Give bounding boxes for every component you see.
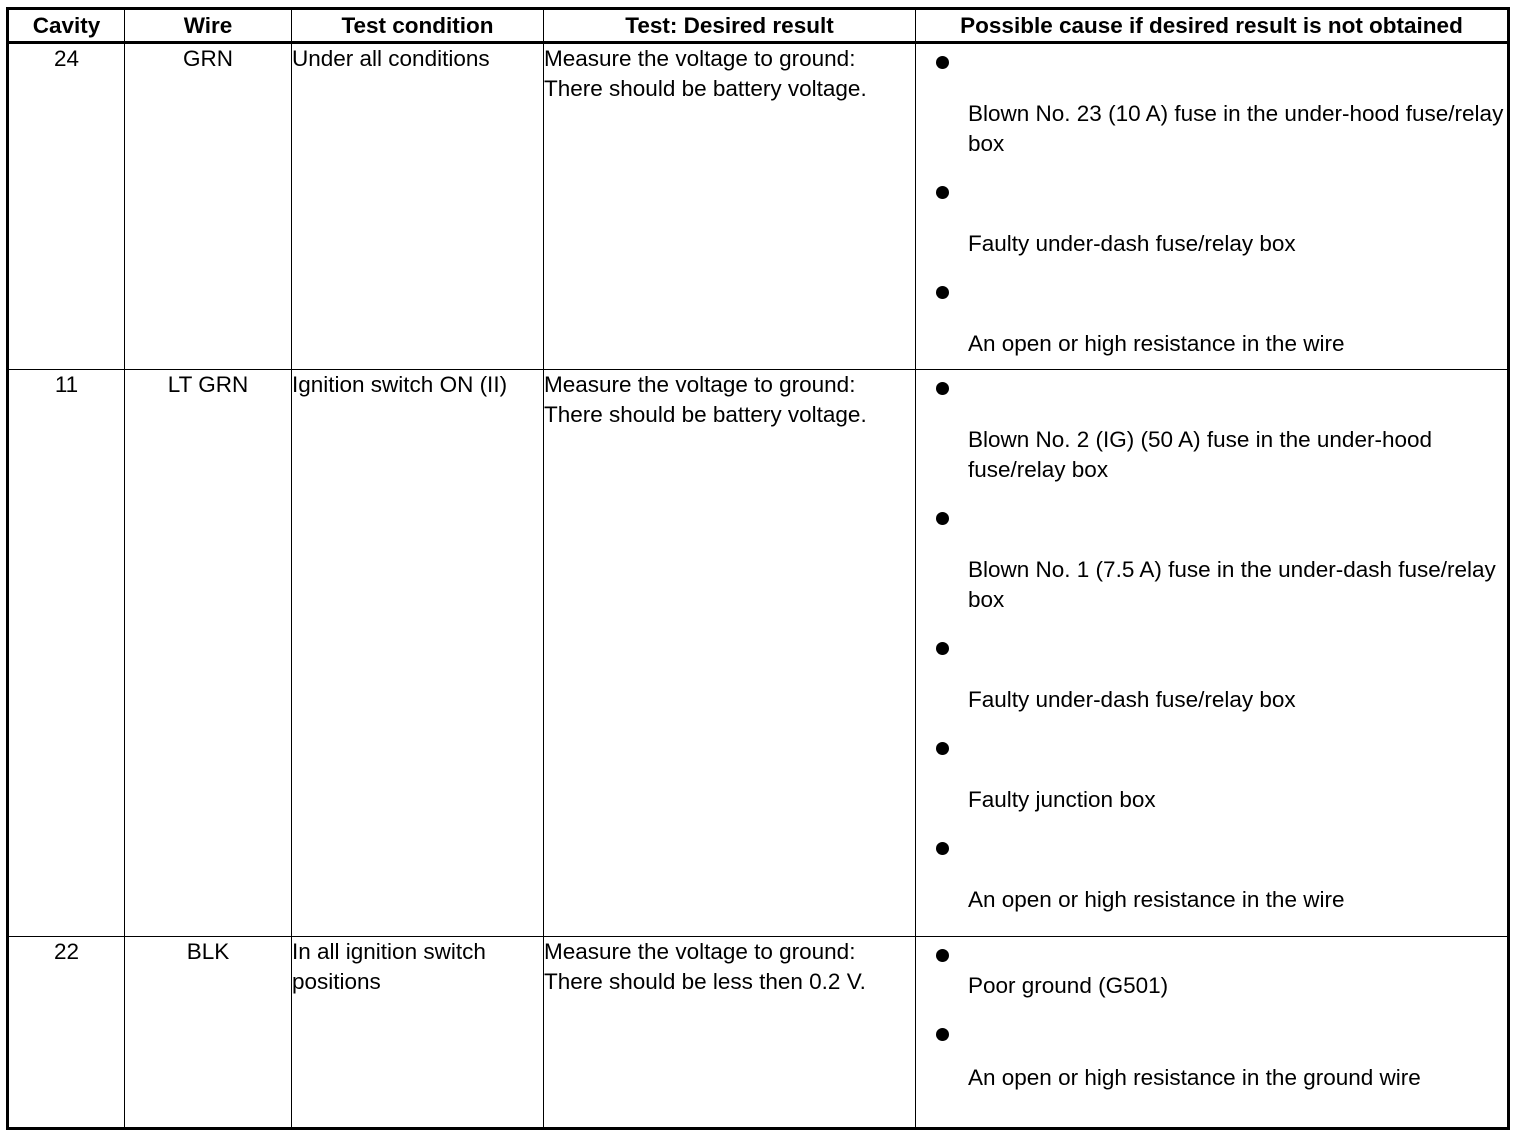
header-possible-cause: Possible cause if desired result is not obtained [916, 9, 1509, 43]
cause-text: Blown No. 1 (7.5 A) fuse in the under-dash fuse/relay box [968, 557, 1496, 612]
cause-item [916, 274, 1507, 359]
test-condition-cell: Ignition switch ON (II) [292, 370, 544, 937]
header-row [8, 9, 1509, 43]
cause-item [916, 44, 1507, 159]
bullet-icon [916, 937, 1507, 971]
header-test-condition: Test condition [292, 9, 544, 43]
cause-item [916, 830, 1507, 915]
table-row [8, 370, 1509, 937]
possible-causes-cell [916, 937, 1509, 1129]
cause-text: Faulty under-dash fuse/relay box [968, 687, 1296, 712]
bullet-icon [916, 830, 1507, 864]
desired-result-cell: Measure the voltage to ground: There should be less then 0.2 V. [544, 937, 916, 1129]
cavity-cell: 11 [8, 370, 125, 937]
desired-result-cell: Measure the voltage to ground: There should be battery voltage. [544, 370, 916, 937]
header-cavity: Cavity [8, 9, 125, 43]
cavity-cell: 24 [8, 43, 125, 370]
connector-test-table [6, 7, 1510, 1130]
wire-cell: LT GRN [125, 370, 292, 937]
cause-item [916, 937, 1507, 1001]
bullet-icon [916, 500, 1507, 534]
cause-item [916, 174, 1507, 259]
cause-text: Faulty junction box [968, 787, 1156, 812]
cause-text: Faulty under-dash fuse/relay box [968, 231, 1296, 256]
table-row [8, 937, 1509, 1129]
bullet-icon [916, 174, 1507, 208]
cause-item [916, 1016, 1507, 1093]
bullet-icon [916, 630, 1507, 664]
cause-item [916, 630, 1507, 715]
test-condition-cell: In all ignition switch positions [292, 937, 544, 1129]
header-wire: Wire [125, 9, 292, 43]
test-condition-cell: Under all conditions [292, 43, 544, 370]
cause-text: Blown No. 2 (IG) (50 A) fuse in the under-hood fuse/relay box [968, 427, 1432, 482]
header-desired-result: Test: Desired result [544, 9, 916, 43]
bullet-icon [916, 44, 1507, 78]
wire-cell: BLK [125, 937, 292, 1129]
cause-text: An open or high resistance in the wire [968, 331, 1345, 356]
cavity-cell: 22 [8, 937, 125, 1129]
cause-text: An open or high resistance in the wire [968, 887, 1345, 912]
possible-causes-cell [916, 370, 1509, 937]
bullet-icon [916, 370, 1507, 404]
possible-causes-cell [916, 43, 1509, 370]
bullet-icon [916, 1016, 1507, 1050]
cause-item [916, 730, 1507, 815]
cause-text: Blown No. 23 (10 A) fuse in the under-hood fuse/relay box [968, 101, 1504, 156]
wire-cell: GRN [125, 43, 292, 370]
table-row [8, 43, 1509, 370]
cause-text: Poor ground (G501) [968, 973, 1169, 998]
bullet-icon [916, 730, 1507, 764]
cause-text: An open or high resistance in the ground wire [968, 1065, 1421, 1090]
bullet-icon [916, 274, 1507, 308]
desired-result-cell: Measure the voltage to ground: There should be battery voltage. [544, 43, 916, 370]
cause-item [916, 500, 1507, 615]
cause-item [916, 370, 1507, 485]
